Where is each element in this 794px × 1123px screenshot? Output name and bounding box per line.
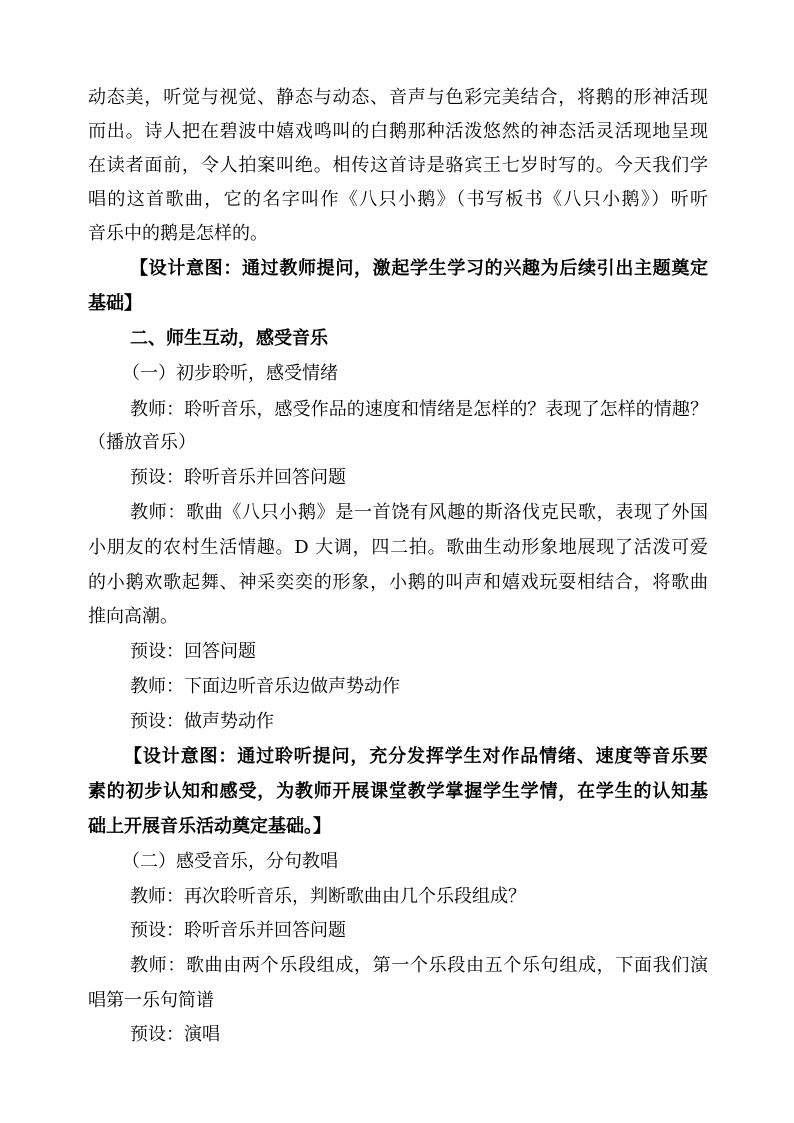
design-intent-note: 础上开展音乐活动奠定基础。】: [88, 816, 331, 837]
teacher-line: 小朋友的农村生活情趣。D 大调，四二拍。歌曲生动形象地展现了活泼可爱: [88, 537, 708, 558]
teacher-line: 唱第一乐句简谱: [88, 990, 214, 1011]
teacher-line: 教师：歌曲由两个乐段组成，第一个乐段由五个乐句组成，下面我们演: [130, 955, 708, 976]
design-intent-note: 素的初步认知和感受，为教师开展课堂教学掌握学生学情，在学生的认知基: [88, 781, 708, 802]
teacher-line: 教师：下面边听音乐边做声势动作: [130, 676, 400, 697]
preset-line: 预设：聆听音乐并回答问题: [130, 467, 346, 488]
design-intent-note: 【设计意图：通过聆听提问，充分发挥学生对作品情绪、速度等音乐要: [124, 746, 708, 767]
preset-line: 预设：演唱: [130, 1024, 220, 1045]
teacher-line: 推向高潮。: [88, 606, 178, 627]
teacher-line: 教师：歌曲《八只小鹅》是一首饶有风趣的斯洛伐克民歌，表现了外国: [130, 502, 708, 523]
design-intent-note: 基础】: [88, 293, 142, 314]
preset-line: 预设：做声势动作: [130, 711, 274, 732]
paragraph-line: 唱的这首歌曲，它的名字叫作《八只小鹅》（书写板书《八只小鹅》）听听: [88, 189, 708, 210]
teacher-line: （播放音乐）: [88, 432, 196, 453]
subsection-heading: （二）感受音乐，分句教唱: [122, 851, 338, 872]
section-heading: 二、师生互动，感受音乐: [130, 328, 328, 349]
paragraph-line: 音乐中的鹅是怎样的。: [88, 223, 268, 244]
teacher-line: 的小鹅欢歌起舞、神采奕奕的形象，小鹅的叫声和嬉戏玩耍相结合，将歌曲: [88, 572, 708, 593]
paragraph-line: 动态美，听觉与视觉、静态与动态、音声与色彩完美结合，将鹅的形神活现: [88, 87, 708, 108]
teacher-line: 教师：聆听音乐，感受作品的速度和情绪是怎样的？表现了怎样的情趣？: [130, 399, 708, 420]
design-intent-note: 【设计意图：通过教师提问，激起学生学习的兴趣为后续引出主题奠定: [130, 258, 708, 279]
teacher-line: 教师：再次聆听音乐，判断歌曲由几个乐段组成？: [130, 886, 526, 907]
preset-line: 预设：回答问题: [130, 641, 256, 662]
preset-line: 预设：聆听音乐并回答问题: [130, 920, 346, 941]
subsection-heading: （一）初步聆听，感受情绪: [122, 363, 338, 384]
paragraph-line: 在读者面前，令人拍案叫绝。相传这首诗是骆宾王七岁时写的。今天我们学: [88, 155, 708, 176]
paragraph-line: 而出。诗人把在碧波中嬉戏鸣叫的白鹅那种活泼悠然的神态活灵活现地呈现: [88, 121, 708, 142]
